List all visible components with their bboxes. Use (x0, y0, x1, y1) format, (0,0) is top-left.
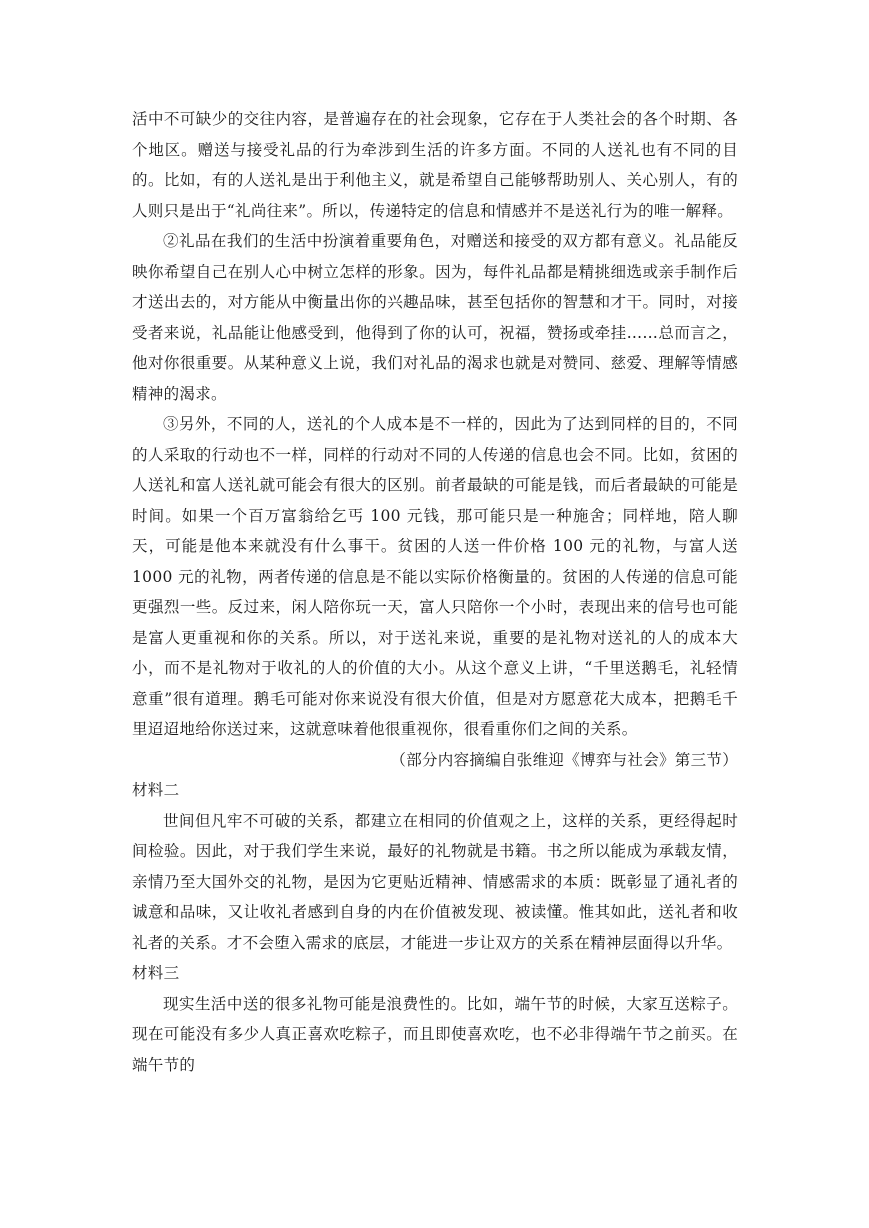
paragraph-3: ③另外，不同的人，送礼的个人成本是不一样的，因此为了达到同样的目的，不同的人采取的行动也不一样，同样的行动对不同的人传递的信息也会不同。比如，贫困的人送礼和富人送礼就可能会有很大的区别。前者最缺的可能是钱，而后者最缺的可能是时间。如果一个百万富翁给乞丐 100 元钱，那可能只是一种施舍；同样地，陪人聊天，可能是他本来就没有什么事干。贫困的人送一件价格 100 元的礼物，与富人送 1000 元的礼物，两者传递的信息是不能以实际价格衡量的。贫困的人传递的信息可能更强烈一些。反过来，闲人陪你玩一天，富人只陪你一个小时，表现出来的信号也可能是富人更重视和你的关系。所以，对于送礼来说，重要的是礼物对送礼的人的成本大小，而不是礼物对于收礼的人的价值的大小。从这个意义上讲，“千里送鹅毛，礼轻情意重”很有道理。鹅毛可能对你来说没有很大价值，但是对方愿意花大成本，把鹅毛千里迢迢地给你送过来，这就意味着他很重视你，很看重你们之间的关系。 (132, 415, 738, 738)
paragraph-material-3: 现实生活中送的很多礼物可能是浪费性的。比如，端午节的时候，大家互送粽子。现在可能没有多少人真正喜欢吃粽子，而且即使喜欢吃，也不必非得端午节之前买。在端午节的 (132, 994, 738, 1074)
paragraph-2: ②礼品在我们的生活中扮演着重要角色，对赠送和接受的双方都有意义。礼品能反映你希望自己在别人心中树立怎样的形象。因为，每件礼品都是精挑细选或亲手制作后才送出去的，对方能从中衡量出你的兴趣品味，甚至包括你的智慧和才干。同时，对接受者来说，礼品能让他感受到，他得到了你的认可，祝福，赞扬或牵挂……总而言之，他对你很重要。从某种意义上说，我们对礼品的渴求也就是对赞同、慈爱、理解等情感精神的渴求。 (132, 232, 738, 403)
paragraph-continued: 活中不可缺少的交往内容，是普遍存在的社会现象，它存在于人类社会的各个时期、各个地区。赠送与接受礼品的行为牵涉到生活的许多方面。不同的人送礼也有不同的目的。比如，有的人送礼是出于利他主义，就是希望自己能够帮助别人、关心别人，有的人则只是出于“礼尚往来”。所以，传递特定的信息和情感并不是送礼行为的唯一解释。 (132, 110, 738, 220)
paragraph-material-2: 世间但凡牢不可破的关系，都建立在相同的价值观之上，这样的关系，更经得起时间检验。因此，对于我们学生来说，最好的礼物就是书籍。书之所以能成为承载友情，亲情乃至大国外交的礼物，是因为它更贴近精神、情感需求的本质：既彰显了通礼者的诚意和品味，又让收礼者感到自身的内在价值被发现、被读懂。惟其如此，送礼者和收礼者的关系。才不会堕入需求的底层，才能进一步让双方的关系在精神层面得以升华。 (132, 811, 738, 952)
document-page (132, 104, 738, 1080)
heading-material-3: 材料三 (132, 964, 180, 982)
heading-material-2: 材料二 (132, 781, 180, 799)
source-citation: （部分内容摘编自张维迎《博弈与社会》第三节） (390, 750, 738, 769)
